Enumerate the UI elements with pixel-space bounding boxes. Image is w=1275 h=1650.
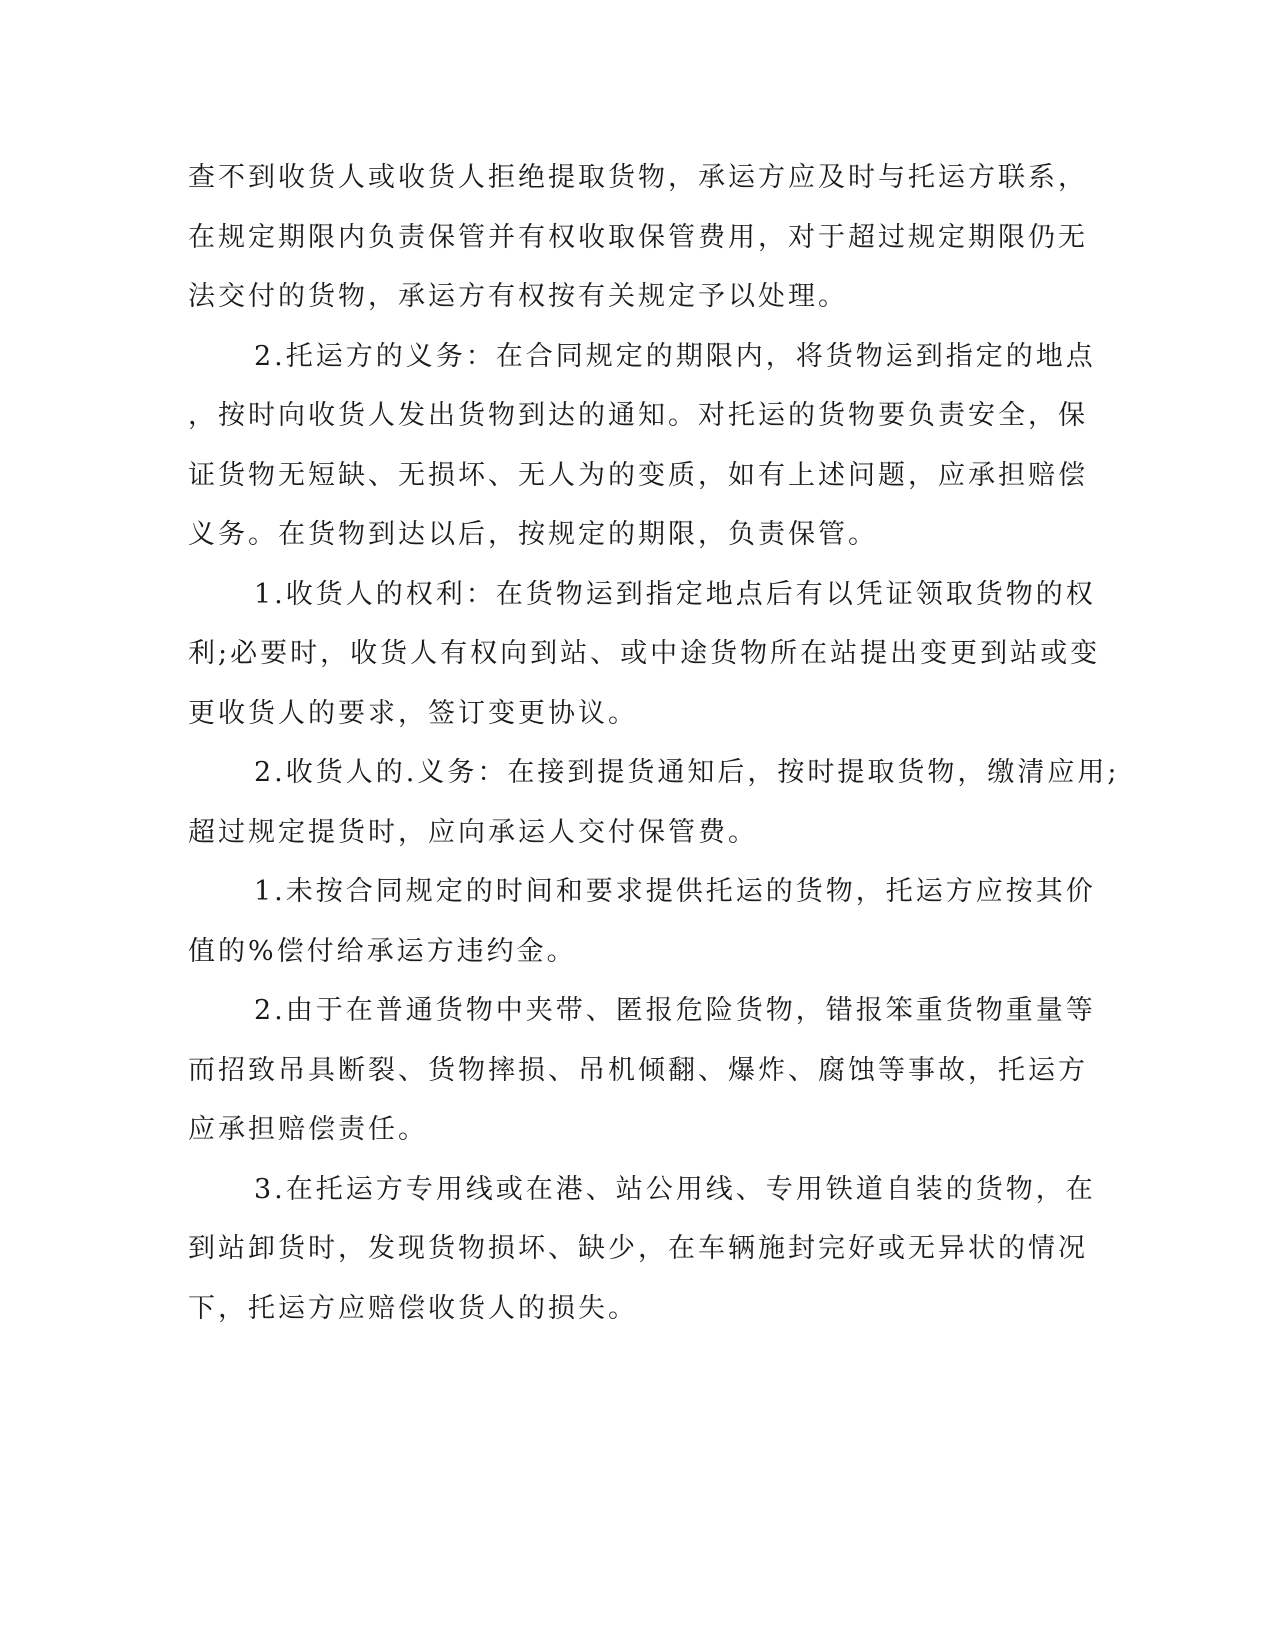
body-text-line: 1.未按合同规定的时间和要求提供托运的货物，托运方应按其价 xyxy=(254,876,1096,907)
body-text-line: 下，托运方应赔偿收货人的损失。 xyxy=(188,1293,638,1324)
body-text-line: 到站卸货时，发现货物损坏、缺少，在车辆施封完好或无异状的情况 xyxy=(188,1233,1088,1264)
body-text-line: 2.托运方的义务：在合同规定的期限内，将货物运到指定的地点 xyxy=(254,341,1096,372)
body-text-line: 证货物无短缺、无损坏、无人为的变质，如有上述问题，应承担赔偿 xyxy=(188,460,1088,491)
body-text-line: 在规定期限内负责保管并有权收取保管费用，对于超过规定期限仍无 xyxy=(188,222,1088,253)
body-text-line: 利;必要时，收货人有权向到站、或中途货物所在站提出变更到站或变 xyxy=(188,638,1101,669)
body-text-line: 值的%偿付给承运方违约金。 xyxy=(188,936,577,967)
body-text-line: 3.在托运方专用线或在港、站公用线、专用铁道自装的货物，在 xyxy=(254,1174,1096,1205)
body-text-line: 义务。在货物到达以后，按规定的期限，负责保管。 xyxy=(188,519,878,550)
body-text-line: ，按时向收货人发出货物到达的通知。对托运的货物要负责安全，保 xyxy=(188,400,1088,431)
body-text-line: 超过规定提货时，应向承运人交付保管费。 xyxy=(188,817,758,848)
body-text-line: 1.收货人的权利：在货物运到指定地点后有以凭证领取货物的权 xyxy=(254,579,1096,610)
body-text-line: 2.收货人的.义务：在接到提货通知后，按时提取货物，缴清应用; xyxy=(254,757,1120,788)
body-text-line: 而招致吊具断裂、货物摔损、吊机倾翻、爆炸、腐蚀等事故，托运方 xyxy=(188,1055,1088,1086)
body-text-line: 更收货人的要求，签订变更协议。 xyxy=(188,698,638,729)
body-text-line: 2.由于在普通货物中夹带、匿报危险货物，错报笨重货物重量等 xyxy=(254,995,1096,1026)
body-text-line: 查不到收货人或收货人拒绝提取货物，承运方应及时与托运方联系， xyxy=(188,162,1088,193)
body-text-line: 应承担赔偿责任。 xyxy=(188,1114,428,1145)
body-text-line: 法交付的货物，承运方有权按有关规定予以处理。 xyxy=(188,281,848,312)
